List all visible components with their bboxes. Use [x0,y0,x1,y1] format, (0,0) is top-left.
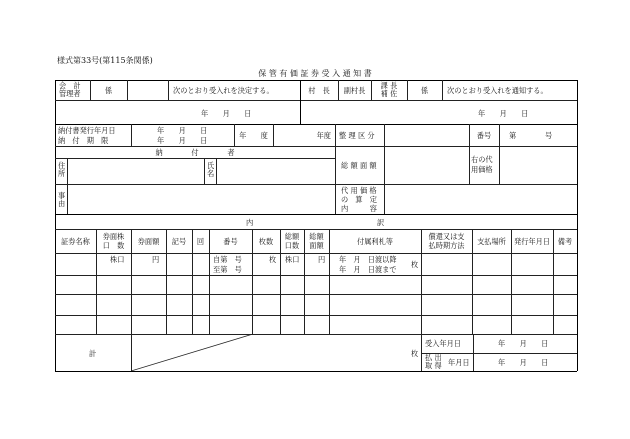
received-date-label: 受入年月日 [425,339,461,348]
col-header-issue-date: 発行年月日 [514,237,550,246]
rule [55,184,577,185]
rule [384,146,385,214]
col-header-round: 回 [196,237,205,246]
rule [55,294,577,295]
unit-from-no: 自第 号 [213,255,242,264]
rule [55,214,577,215]
rule [204,158,205,184]
name-label: 氏 名 [207,161,215,178]
rule [55,315,577,316]
kakari-label-left: 係 [104,86,113,95]
breakdown-title-left: 内 [246,218,254,227]
payout-label: 払 出 取 得 [425,353,442,370]
rule [168,80,169,100]
col-header-coupon: 付属利札等 [357,237,393,246]
rule [55,158,335,159]
vice-mayor-label: 副村長 [343,86,366,95]
col-header-symbol: 記号 [171,237,187,246]
total-sheets: 枚 [411,349,419,358]
col-header-name: 証券名称 [61,237,90,246]
category-label: 整 理 区 分 [339,131,375,140]
page-title: 保 管 有 価 証 券 受 入 通 知 書 [258,69,372,78]
rule [216,158,217,184]
received-date: 年 月 日 [498,339,549,348]
rule [55,275,577,276]
frame-top [55,80,577,81]
rule [55,100,577,101]
substitute-value-label: 右の代 用価格 [471,155,493,174]
issue-date-value: 年 月 日 [157,126,208,135]
unit-shares: 株口 [110,255,125,264]
rule [127,80,128,100]
rule [421,229,422,371]
unit-total-yen: 円 [318,255,326,264]
section-chief-label: 課 長 補 佐 [380,81,398,98]
rule [384,124,385,146]
form-number: 様式第33号(第115条関係) [57,56,153,65]
notice-date: 年 月 日 [478,109,529,118]
payout-date: 年 月 日 [498,358,549,367]
amount-label: 総 額 面 額 [341,161,377,170]
rule [499,124,500,146]
valuation-label: 代 用 価 格 の 算 定 内 容 [341,186,377,213]
col-header-number: 番号 [223,237,238,246]
rule [131,124,132,146]
due-date-label: 納 付 期 限 [58,136,109,145]
address-label: 住 所 [58,161,66,178]
rule [67,158,68,214]
payout-date-label: 年月日 [448,358,470,367]
due-date-value: 年 月 日 [157,136,208,145]
rule [335,124,336,214]
decision-date: 年 月 日 [201,109,252,118]
rule [469,146,470,184]
unit-total-shares: 株口 [285,255,300,264]
issue-date-label: 納付書発行年月日 [58,126,116,135]
col-header-sheets: 枚数 [258,237,274,246]
year-label: 年 度 [239,131,268,140]
coupon-from: 年 月 日渡以降 [339,255,397,264]
number-label: 番号 [476,131,492,140]
col-header-payment-place: 支払場所 [477,237,506,246]
unit-to-no: 至第 号 [213,265,242,274]
total-diagonal [131,334,421,371]
kakari-label-right: 係 [420,86,429,95]
frame-right [577,80,578,371]
col-header-face-value: 券面額 [137,237,160,246]
rule [421,353,577,354]
unit-sheets: 枚 [269,255,277,264]
coupon-to: 年 月 日渡まで [339,265,397,274]
reason-label: 事 由 [58,191,66,208]
col-header-total-face: 総額 面額 [309,232,324,250]
col-header-redemption: 償還又は支 払時期方法 [428,232,465,250]
rule [55,229,577,230]
rule [55,253,577,254]
col-header-remarks: 備考 [557,237,573,246]
rule [473,334,474,371]
rule [442,80,443,100]
coupon-sheets: 枚 [411,260,419,269]
col-header-total-shares: 総額 口数 [284,232,300,250]
frame-bottom [55,371,577,372]
rule [499,146,500,184]
notice-text: 次のとおり受入れを通知する。 [447,86,548,95]
total-label: 計 [89,349,97,358]
decision-text: 次のとおり受入れを決定する。 [173,86,274,95]
accountant-label: 会 計 管理者 [59,81,81,98]
fiscal-year-label: 年度 [316,131,331,140]
col-header-shares: 券面株 口 数 [102,232,125,250]
breakdown-title-right: 訳 [377,218,385,227]
unit-yen: 円 [152,255,160,264]
number-unit: 第 号 [509,131,553,140]
mayor-label: 村 長 [308,86,330,95]
payer-label: 納 付 者 [155,148,235,157]
